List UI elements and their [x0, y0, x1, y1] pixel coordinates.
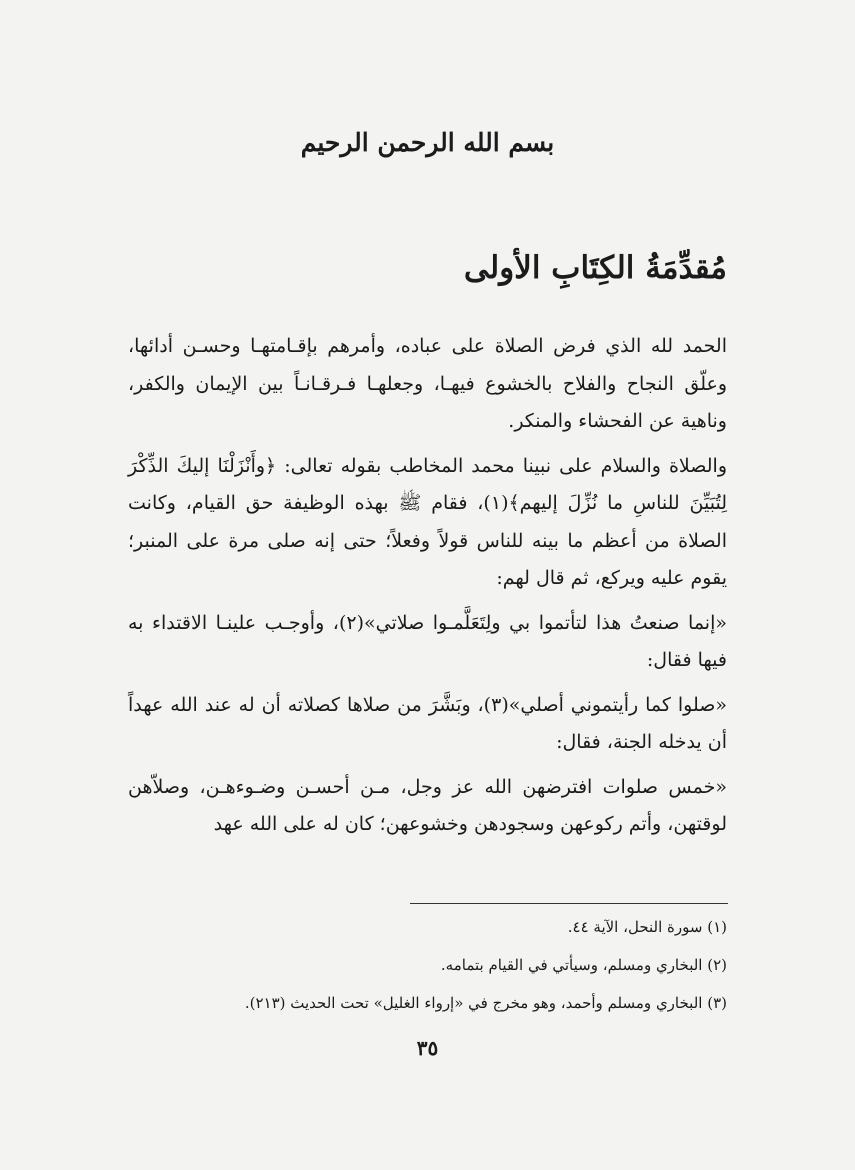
footnote-item: (٣) البخاري ومسلم وأحمد، وهو مخرج في «إرواء الغليل» تحت الحديث (٢١٣). [244, 994, 727, 1012]
page-number: ٣٥ [416, 1036, 439, 1060]
body-text [128, 328, 727, 851]
paragraph-praise: الحمد لله الذي فرض الصلاة على عباده، وأمرهم بإقـامتهـا وحسـن أدائها، وعلّق النجاح والفلاح بالخشوع فيهـا، وجعلهـا فـرقـانـاً بين الإيمان والكفر، وناهية عن الفحشاء والمنكر. [128, 335, 727, 432]
chapter-title: مُقدِّمَةُ الكِتَابِ الأولى [463, 250, 727, 286]
paragraph-hadith-imitation: «إنما صنعتُ هذا لتأتموا بي ولِتَعَلَّمـوا صلاتي»(٢)، وأوجـب علينـا الاقتداء به فيها فقال: [128, 611, 727, 671]
paragraph-hadith-pray: «صلوا كما رأيتموني أصلي»(٣)، وبَشَّرَ من صلاها كصلاته أن له عند الله عهداً أن يدخله الجنة، فقال: [128, 693, 727, 753]
footnotes [120, 908, 727, 1022]
footnote-item: (٢) البخاري ومسلم، وسيأتي في القيام بتمامه. [440, 956, 727, 974]
footnote-separator [410, 903, 728, 904]
paragraph-salutation: والصلاة والسلام على نبينا محمد المخاطب بقوله تعالى: ﴿وأَنْزَلْنَا إليكَ الذِّكْرَ لِتُبَيِّنَ للناسِ ما نُزِّلَ إليهم﴾(١)، فقام ﷺ بهذه الوظيفة حق القيام، وكانت الصلاة من أعظم ما بينه للناس قولاً وفعلاً؛ حتى إنه صلى مرة على المنبر؛ يقوم عليه ويركع، ثم قال لهم: [128, 454, 727, 589]
footnote-item: (١) سورة النحل، الآية ٤٤. [567, 918, 727, 936]
paragraph-hadith-five-prayers: «خمس صلوات افترضهن الله عز وجل، مـن أحسـن وضـوءهـن، وصلاّهن لوقتهن، وأتم ركوعهن وسجودهن وخشوعهن؛ كان له على الله عهد [128, 775, 727, 835]
basmala-heading: بسم الله الرحمن الرحيم [300, 128, 555, 157]
